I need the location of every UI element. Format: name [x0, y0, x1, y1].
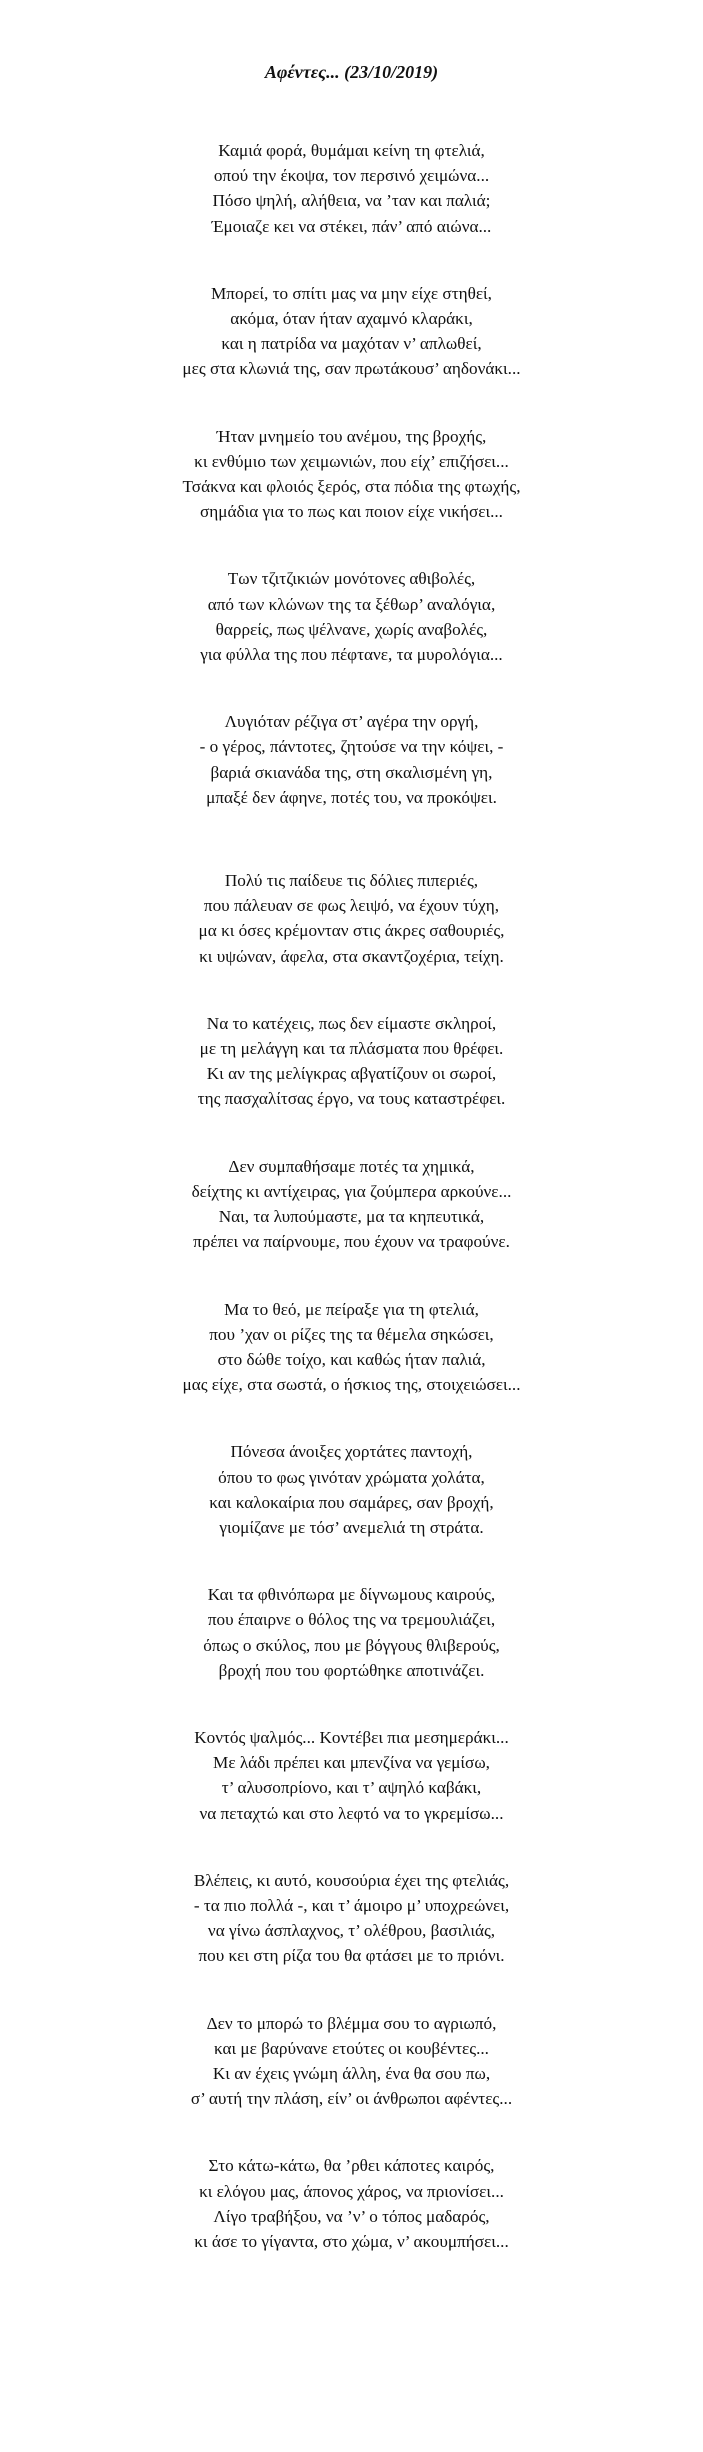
poem-line: μα κι όσες κρέμονταν στις άκρες σαθουριές, [198, 921, 505, 941]
poem-line: όπως ο σκύλος, που με βόγγους θλιβερούς, [203, 1635, 500, 1655]
stanza [0, 138, 703, 239]
stanza [0, 1725, 703, 1826]
poem-line: μας είχε, στα σωστά, ο ήσκιος της, στοιχειώσει... [182, 1375, 521, 1395]
poem-line: Ήταν μνημείο του ανέμου, της βροχής, [216, 426, 487, 446]
stanza [0, 424, 703, 525]
poem-line: για φύλλα της που πέφτανε, τα μυρολόγια... [200, 645, 503, 665]
poem-line: κι ελόγου μας, άπονος χάρος, να πριονίσει... [199, 2181, 504, 2201]
poem-line: που πάλευαν σε φως λειψό, να έχουν τύχη, [203, 896, 500, 916]
poem-line: Να το κατέχεις, πως δεν είμαστε σκληροί, [206, 1013, 497, 1033]
poem-line: κι υψώναν, άφελα, στα σκαντζοχέρια, τείχη. [199, 946, 504, 966]
poem-line: Καμιά φορά, θυμάμαι κείνη τη φτελιά, [218, 141, 485, 160]
stanza [0, 868, 703, 969]
poem-line: Πόνεσα άνοιξες χορτάτες παντοχή, [230, 1442, 473, 1462]
poem-line: και με βαρύνανε ετούτες οι κουβέντες... [214, 2038, 489, 2058]
poem-line: να γίνω άσπλαχνος, τ’ ολέθρου, βασιλιάς, [207, 1921, 496, 1941]
poem-line: όπου το φως γινόταν χρώματα χολάτα, [218, 1467, 485, 1487]
poem-line: μπαξέ δεν άφηνε, ποτές του, να προκόψει. [206, 787, 497, 807]
poem-line: με τη μελάγγη και τα πλάσματα που θρέφει. [199, 1039, 504, 1059]
poem-line: Κι αν της μελίγκρας αβγατίζουν οι σωροί, [206, 1064, 497, 1084]
poem-line: που κει στη ρίζα του θα φτάσει με το πριόνι. [198, 1946, 505, 1966]
poem-line: βροχή που του φορτώθηκε αποτινάζει. [218, 1660, 485, 1680]
poem-line: δείχτης κι αντίχειρας, για ζούμπερα αρκούνε... [191, 1181, 512, 1201]
poem-line: γιομίζανε με τόσ’ ανεμελιά τη στράτα. [219, 1517, 484, 1537]
poem-line: που ’χαν οι ρίζες της τα θέμελα σηκώσει, [209, 1324, 494, 1344]
poem-line: σ’ αυτή την πλάση, είν’ οι άνθρωποι αφέντες... [190, 2089, 513, 2109]
poem-line: Λυγιόταν ρέζιγα στ’ αγέρα την οργή, [224, 712, 479, 732]
stanza [0, 1439, 703, 1540]
poem-line: - τα πιο πολλά -, και τ’ άμοιρο μ’ υποχρεώνει, [193, 1895, 510, 1915]
poem-line: μες στα κλωνιά της, σαν πρωτάκουσ’ αηδονάκι... [182, 359, 521, 379]
poem-line: που έπαιρνε ο θόλος της να τρεμουλιάζει, [207, 1610, 496, 1630]
stanza [0, 1582, 703, 1683]
stanza [0, 2011, 703, 2112]
poem-line: πρέπει να παίρνουμε, που έχουν να τραφούνε. [193, 1232, 510, 1252]
poem-line: Μπορεί, το σπίτι μας να μην είχε στηθεί, [211, 283, 492, 303]
poem-line: από των κλώνων της τα ξέθωρ’ αναλόγια, [207, 594, 496, 614]
poem-title: Αφέντες... (23/10/2019) [264, 62, 439, 82]
stanza [0, 1868, 703, 1969]
poem-line: και καλοκαίρια που σαμάρες, σαν βροχή, [209, 1492, 494, 1512]
poem-body [0, 138, 703, 2254]
poem-line: τ’ αλυσοπρίονο, και τ’ αψηλό καβάκι, [221, 1778, 482, 1798]
poem-line: Δεν το μπορώ το βλέμμα σου το αγριωπό, [206, 2013, 497, 2033]
poem-line: Στο κάτω-κάτω, θα ’ρθει κάποτες καιρός, [208, 2156, 495, 2176]
poem-line: Με λάδι πρέπει και μπενζίνα να γεμίσω, [213, 1753, 490, 1773]
poem-line: της πασχαλίτσας έργο, να τους καταστρέφει. [197, 1089, 506, 1109]
stanza [0, 709, 703, 810]
stanza [0, 2153, 703, 2254]
poem-line: κι άσε το γίγαντα, στο χώμα, ν’ ακουμπήσει... [194, 2231, 509, 2251]
poem-line: οπού την έκοψα, τον περσινό χειμώνα... [213, 166, 490, 186]
poem-line: βαριά σκιανάδα της, στη σκαλισμένη γη, [210, 762, 493, 782]
poem-line: Και τα φθινόπωρα με δίγνωμους καιρούς, [207, 1585, 496, 1605]
poem-line: Ναι, τα λυπούμαστε, μα τα κηπευτικά, [218, 1207, 485, 1227]
poem-line: - ο γέρος, πάντοτες, ζητούσε να την κόψει, - [199, 737, 504, 757]
poem-line: στο δώθε τοίχο, και καθώς ήταν παλιά, [217, 1349, 486, 1369]
stanza [0, 281, 703, 382]
stanza [0, 1154, 703, 1255]
poem-line: Πολύ τις παίδευε τις δόλιες πιπεριές, [224, 871, 479, 891]
poem-line: Κοντός ψαλμός... Κοντέβει πια μεσημεράκι... [194, 1727, 509, 1747]
poem-line: και η πατρίδα να μαχόταν ν’ απλωθεί, [221, 334, 482, 354]
poem-line: ακόμα, όταν ήταν αχαμνό κλαράκι, [230, 309, 473, 329]
stanza [0, 566, 703, 667]
poem-line: Δεν συμπαθήσαμε ποτές τα χημικά, [228, 1156, 475, 1176]
poem-line: Βλέπεις, κι αυτό, κουσούρια έχει της φτελιάς, [193, 1870, 510, 1890]
poem-line: Των τζιτζικιών μονότονες αθιβολές, [227, 569, 476, 589]
poem-line: Τσάκνα και φλοιός ξερός, στα πόδια της φτωχής, [182, 477, 521, 497]
poem-line: Κι αν έχεις γνώμη άλλη, ένα θα σου πω, [212, 2063, 491, 2083]
poem-line: θαρρείς, πως ψέλνανε, χωρίς αναβολές, [215, 619, 488, 639]
poem-line: Λίγο τραβήξου, να ’ν’ ο τόπος μαδαρός, [213, 2206, 490, 2226]
poem-line: Πόσο ψηλή, αλήθεια, να ’ταν και παλιά; [212, 191, 491, 211]
poem-line: σημάδια για το πως και ποιον είχε νικήσει... [200, 502, 503, 522]
stanza [0, 1011, 703, 1112]
poem-line: Μα το θεό, με πείραξε για τη φτελιά, [224, 1299, 479, 1319]
poem-line: να πεταχτώ και στο λεφτό να το γκρεμίσω... [199, 1803, 504, 1823]
poem-line: κι ενθύμιο των χειμωνιών, που είχ’ επιζήσει... [194, 451, 509, 471]
poem-line: Έμοιαζε κει να στέκει, πάν’ από αιώνα... [211, 216, 492, 236]
stanza [0, 1297, 703, 1398]
